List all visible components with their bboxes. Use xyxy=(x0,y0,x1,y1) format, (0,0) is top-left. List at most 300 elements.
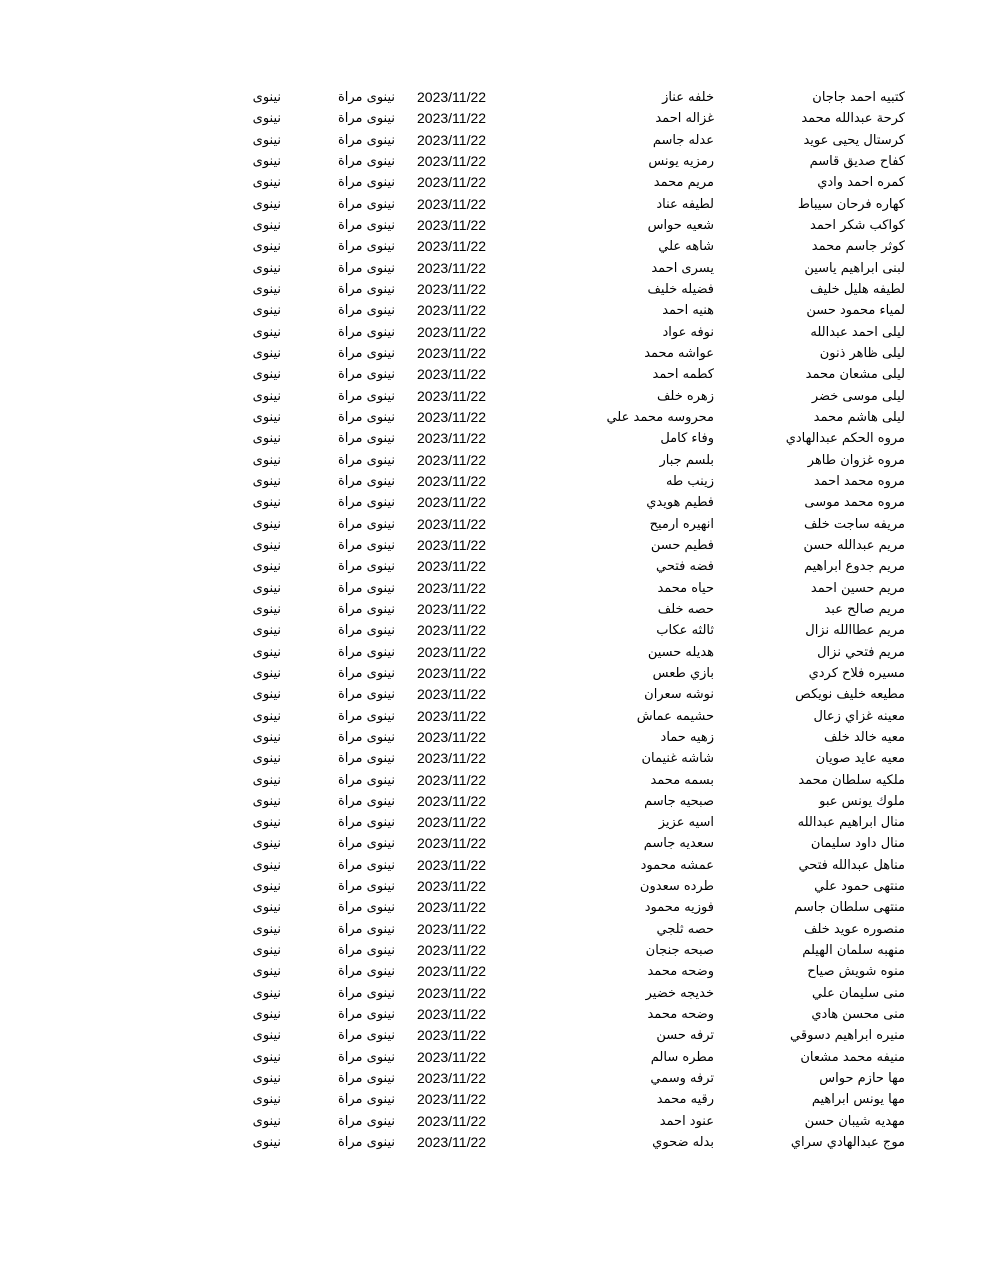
province-cell: نينوى xyxy=(252,943,281,959)
table-row xyxy=(0,620,989,641)
date-cell: 2023/11/22 xyxy=(417,579,487,596)
province-cell: نينوى xyxy=(252,665,281,681)
table-row xyxy=(0,492,989,513)
date-cell: 2023/11/22 xyxy=(417,728,487,745)
full-name-cell: مناهل عبدالله فتحي xyxy=(798,857,905,873)
mother-name-cell: محروسه محمد علي xyxy=(606,409,714,425)
province-cell: نينوى xyxy=(252,921,281,937)
place-cell: نينوى مراة xyxy=(337,729,395,745)
table-row xyxy=(0,364,989,385)
province-cell: نينوى xyxy=(252,217,281,233)
province-cell: نينوى xyxy=(252,900,281,916)
province-cell: نينوى xyxy=(252,687,281,703)
province-cell: نينوى xyxy=(252,537,281,553)
province-cell: نينوى xyxy=(252,473,281,489)
date-cell: 2023/11/22 xyxy=(417,216,487,233)
date-cell: 2023/11/22 xyxy=(417,131,487,148)
table-row xyxy=(0,194,989,215)
full-name-cell: ليلى موسى خضر xyxy=(811,388,905,404)
table-row xyxy=(0,642,989,663)
province-cell: نينوى xyxy=(252,324,281,340)
date-cell: 2023/11/22 xyxy=(417,1091,487,1108)
date-cell: 2023/11/22 xyxy=(417,622,487,639)
full-name-cell: ليلى احمد عبدالله xyxy=(810,324,905,340)
full-name-cell: موج عبدالهادي سراي xyxy=(790,1135,905,1151)
place-cell: نينوى مراة xyxy=(337,1113,395,1129)
province-cell: نينوى xyxy=(252,196,281,212)
full-name-cell: معينه غزاي زعال xyxy=(813,708,905,724)
date-cell: 2023/11/22 xyxy=(417,942,487,959)
full-name-cell: منال داود سليمان xyxy=(810,836,905,852)
place-cell: نينوى مراة xyxy=(337,964,395,980)
full-name-cell: مريم صالح عبد xyxy=(824,601,905,617)
province-cell: نينوى xyxy=(252,1049,281,1065)
province-cell: نينوى xyxy=(252,516,281,532)
date-cell: 2023/11/22 xyxy=(417,152,487,169)
full-name-cell: مريم حسين احمد xyxy=(810,580,905,596)
mother-name-cell: غزاله احمد xyxy=(655,111,714,127)
place-cell: نينوى مراة xyxy=(337,943,395,959)
place-cell: نينوى مراة xyxy=(337,601,395,617)
place-cell: نينوى مراة xyxy=(337,665,395,681)
province-cell: نينوى xyxy=(252,153,281,169)
table-row xyxy=(0,770,989,791)
date-cell: 2023/11/22 xyxy=(417,89,487,105)
mother-name-cell: وفاء كامل xyxy=(660,431,714,447)
table-row xyxy=(0,855,989,876)
mother-name-cell: حشيمه عماش xyxy=(636,708,714,724)
place-cell: نينوى مراة xyxy=(337,281,395,297)
mother-name-cell: هديله حسين xyxy=(647,644,714,660)
mother-name-cell: عواشه محمد xyxy=(644,345,714,361)
table-row xyxy=(0,791,989,812)
province-cell: نينوى xyxy=(252,260,281,276)
place-cell: نينوى مراة xyxy=(337,1007,395,1023)
full-name-cell: لبنى ابراهيم ياسين xyxy=(804,260,905,276)
table-row xyxy=(0,684,989,705)
place-cell: نينوى مراة xyxy=(337,1092,395,1108)
mother-name-cell: صبحيه جاسم xyxy=(644,793,714,809)
table-row xyxy=(0,706,989,727)
full-name-cell: ليلى مشعان محمد xyxy=(805,367,905,383)
province-cell: نينوى xyxy=(252,985,281,1001)
place-cell: نينوى مراة xyxy=(337,559,395,575)
place-cell: نينوى مراة xyxy=(337,153,395,169)
table-row xyxy=(0,1025,989,1046)
place-cell: نينوى مراة xyxy=(337,687,395,703)
table-row xyxy=(0,236,989,257)
province-cell: نينوى xyxy=(252,836,281,852)
date-cell: 2023/11/22 xyxy=(417,1048,487,1065)
place-cell: نينوى مراة xyxy=(337,175,395,191)
full-name-cell: مها يونس ابراهيم xyxy=(811,1092,905,1108)
mother-name-cell: شعيه حواس xyxy=(647,217,714,233)
full-name-cell: مريم عبدالله حسن xyxy=(803,537,905,553)
table-row xyxy=(0,1004,989,1025)
province-cell: نينوى xyxy=(252,367,281,383)
mother-name-cell: رقيه محمد xyxy=(656,1092,714,1108)
place-cell: نينوى مراة xyxy=(337,473,395,489)
date-cell: 2023/11/22 xyxy=(417,1027,487,1044)
place-cell: نينوى مراة xyxy=(337,239,395,255)
place-cell: نينوى مراة xyxy=(337,388,395,404)
place-cell: نينوى مراة xyxy=(337,196,395,212)
date-cell: 2023/11/22 xyxy=(417,686,487,703)
full-name-cell: كرحة عبدالله محمد xyxy=(801,111,905,127)
table-row xyxy=(0,663,989,684)
date-cell: 2023/11/22 xyxy=(417,814,487,831)
province-cell: نينوى xyxy=(252,708,281,724)
date-cell: 2023/11/22 xyxy=(417,920,487,937)
date-cell: 2023/11/22 xyxy=(417,408,487,425)
date-cell: 2023/11/22 xyxy=(417,878,487,895)
full-name-cell: مريم جدوع ابراهيم xyxy=(803,559,905,575)
date-cell: 2023/11/22 xyxy=(417,963,487,980)
date-cell: 2023/11/22 xyxy=(417,1134,487,1151)
mother-name-cell: شاهه علي xyxy=(658,239,714,255)
date-cell: 2023/11/22 xyxy=(417,1006,487,1023)
table-row xyxy=(0,151,989,172)
full-name-cell: كفاح صديق قاسم xyxy=(809,153,905,169)
place-cell: نينوى مراة xyxy=(337,985,395,1001)
province-cell: نينوى xyxy=(252,132,281,148)
table-row xyxy=(0,812,989,833)
province-cell: نينوى xyxy=(252,857,281,873)
full-name-cell: مها حازم حواس xyxy=(819,1071,905,1087)
province-cell: نينوى xyxy=(252,409,281,425)
date-cell: 2023/11/22 xyxy=(417,856,487,873)
place-cell: نينوى مراة xyxy=(337,516,395,532)
place-cell: نينوى مراة xyxy=(337,623,395,639)
table-row xyxy=(0,961,989,982)
table-row xyxy=(0,535,989,556)
mother-name-cell: خلفه عناز xyxy=(662,90,714,105)
date-cell: 2023/11/22 xyxy=(417,387,487,404)
full-name-cell: منيره ابراهيم دسوقي xyxy=(790,1028,905,1044)
full-name-cell: مروه محمد احمد xyxy=(813,473,905,489)
province-cell: نينوى xyxy=(252,1028,281,1044)
mother-name-cell: عنود احمد xyxy=(659,1113,714,1129)
date-cell: 2023/11/22 xyxy=(417,344,487,361)
full-name-cell: معيه خالد خلف xyxy=(824,729,905,745)
province-cell: نينوى xyxy=(252,452,281,468)
date-cell: 2023/11/22 xyxy=(417,280,487,297)
table-row xyxy=(0,919,989,940)
full-name-cell: كواكب شكر احمد xyxy=(810,217,905,233)
place-cell: نينوى مراة xyxy=(337,580,395,596)
place-cell: نينوى مراة xyxy=(337,90,395,105)
table-row xyxy=(0,556,989,577)
full-name-cell: ليلى هاشم محمد xyxy=(813,409,905,425)
mother-name-cell: فضه فتحي xyxy=(656,559,714,575)
date-cell: 2023/11/22 xyxy=(417,174,487,191)
date-cell: 2023/11/22 xyxy=(417,558,487,575)
date-cell: 2023/11/22 xyxy=(417,707,487,724)
mother-name-cell: وضحه محمد xyxy=(647,964,714,980)
full-name-cell: مطيعه خليف نويكص xyxy=(795,687,905,703)
mother-name-cell: بدله ضحوي xyxy=(652,1135,714,1151)
table-row xyxy=(0,87,989,108)
date-cell: 2023/11/22 xyxy=(417,430,487,447)
full-name-cell: منتهى حمود علي xyxy=(814,879,905,895)
province-cell: نينوى xyxy=(252,559,281,575)
date-cell: 2023/11/22 xyxy=(417,110,487,127)
mother-name-cell: زهيه حماد xyxy=(660,729,714,745)
date-cell: 2023/11/22 xyxy=(417,1112,487,1129)
province-cell: نينوى xyxy=(252,175,281,191)
date-cell: 2023/11/22 xyxy=(417,515,487,532)
province-cell: نينوى xyxy=(252,815,281,831)
full-name-cell: ملكيه سلطان محمد xyxy=(798,772,905,788)
mother-name-cell: كطمه احمد xyxy=(652,367,714,383)
table-row xyxy=(0,833,989,854)
date-cell: 2023/11/22 xyxy=(417,984,487,1001)
full-name-cell: منتهى سلطان جاسم xyxy=(794,900,905,916)
place-cell: نينوى مراة xyxy=(337,324,395,340)
place-cell: نينوى مراة xyxy=(337,793,395,809)
full-name-cell: مريم عطاالله نزال xyxy=(805,623,905,639)
place-cell: نينوى مراة xyxy=(337,836,395,852)
place-cell: نينوى مراة xyxy=(337,409,395,425)
table-row xyxy=(0,748,989,769)
mother-name-cell: حياه محمد xyxy=(657,580,714,596)
date-cell: 2023/11/22 xyxy=(417,494,487,511)
mother-name-cell: فضيله خليف xyxy=(647,281,714,297)
province-cell: نينوى xyxy=(252,1007,281,1023)
date-cell: 2023/11/22 xyxy=(417,302,487,319)
table-row xyxy=(0,599,989,620)
place-cell: نينوى مراة xyxy=(337,452,395,468)
date-cell: 2023/11/22 xyxy=(417,366,487,383)
province-cell: نينوى xyxy=(252,345,281,361)
province-cell: نينوى xyxy=(252,111,281,127)
place-cell: نينوى مراة xyxy=(337,132,395,148)
date-cell: 2023/11/22 xyxy=(417,664,487,681)
mother-name-cell: هنيه احمد xyxy=(662,303,714,319)
table-row xyxy=(0,1132,989,1153)
full-name-cell: منصوره عويد خلف xyxy=(804,921,905,937)
date-cell: 2023/11/22 xyxy=(417,835,487,852)
mother-name-cell: وضحه محمد xyxy=(647,1007,714,1023)
province-cell: نينوى xyxy=(252,772,281,788)
province-cell: نينوى xyxy=(252,239,281,255)
mother-name-cell: انهيره ارميح xyxy=(649,516,714,532)
date-cell: 2023/11/22 xyxy=(417,643,487,660)
place-cell: نينوى مراة xyxy=(337,537,395,553)
table-row xyxy=(0,727,989,748)
date-cell: 2023/11/22 xyxy=(417,195,487,212)
full-name-cell: منيفه محمد مشعان xyxy=(800,1049,905,1065)
province-cell: نينوى xyxy=(252,431,281,447)
full-name-cell: لطيفه هليل خليف xyxy=(809,281,905,297)
mother-name-cell: لطيفه عناد xyxy=(656,196,714,212)
table-row xyxy=(0,172,989,193)
date-cell: 2023/11/22 xyxy=(417,451,487,468)
province-cell: نينوى xyxy=(252,793,281,809)
full-name-cell: منى محسن هادي xyxy=(811,1007,905,1023)
mother-name-cell: صبحه جنجان xyxy=(645,943,714,959)
full-name-cell: منال ابراهيم عبدالله xyxy=(797,815,905,831)
table-row xyxy=(0,258,989,279)
full-name-cell: ملوك يونس عبو xyxy=(819,793,905,809)
date-cell: 2023/11/22 xyxy=(417,1070,487,1087)
place-cell: نينوى مراة xyxy=(337,772,395,788)
table-row xyxy=(0,876,989,897)
date-cell: 2023/11/22 xyxy=(417,259,487,276)
mother-name-cell: نوشه سعران xyxy=(644,687,714,703)
place-cell: نينوى مراة xyxy=(337,1028,395,1044)
full-name-cell: كهاره فرحان سيباط xyxy=(797,196,905,212)
place-cell: نينوى مراة xyxy=(337,644,395,660)
province-cell: نينوى xyxy=(252,388,281,404)
province-cell: نينوى xyxy=(252,303,281,319)
place-cell: نينوى مراة xyxy=(337,111,395,127)
full-name-cell: مروه محمد موسى xyxy=(804,495,905,511)
place-cell: نينوى مراة xyxy=(337,367,395,383)
table-row xyxy=(0,1047,989,1068)
place-cell: نينوى مراة xyxy=(337,857,395,873)
table-row xyxy=(0,983,989,1004)
full-name-cell: منوه شويش صياح xyxy=(807,964,905,980)
place-cell: نينوى مراة xyxy=(337,1071,395,1087)
mother-name-cell: يسرى احمد xyxy=(651,260,714,276)
place-cell: نينوى مراة xyxy=(337,751,395,767)
province-cell: نينوى xyxy=(252,281,281,297)
date-cell: 2023/11/22 xyxy=(417,472,487,489)
table-row xyxy=(0,578,989,599)
province-cell: نينوى xyxy=(252,495,281,511)
place-cell: نينوى مراة xyxy=(337,1049,395,1065)
full-name-cell: منهبه سلمان الهيلم xyxy=(802,943,905,959)
mother-name-cell: شاشه غنيمان xyxy=(641,751,714,767)
mother-name-cell: ثالثه عكاب xyxy=(656,623,714,639)
mother-name-cell: سعديه جاسم xyxy=(643,836,714,852)
date-cell: 2023/11/22 xyxy=(417,238,487,255)
mother-name-cell: مريم محمد xyxy=(653,175,714,191)
full-name-cell: مسيره فلاح كردي xyxy=(808,665,905,681)
province-cell: نينوى xyxy=(252,580,281,596)
mother-name-cell: فطيم هويدي xyxy=(646,495,714,511)
province-cell: نينوى xyxy=(252,729,281,745)
mother-name-cell: ترفه وسمي xyxy=(650,1071,714,1087)
place-cell: نينوى مراة xyxy=(337,431,395,447)
mother-name-cell: عمشه محمود xyxy=(640,857,714,873)
place-cell: نينوى مراة xyxy=(337,708,395,724)
province-cell: نينوى xyxy=(252,1071,281,1087)
place-cell: نينوى مراة xyxy=(337,879,395,895)
table-row xyxy=(0,279,989,300)
full-name-cell: لمياء محمود حسن xyxy=(806,303,905,319)
mother-name-cell: رمزيه يونس xyxy=(648,153,714,169)
full-name-cell: مروه غزوان طاهر xyxy=(807,452,905,468)
table-row xyxy=(0,343,989,364)
mother-name-cell: بسمه محمد xyxy=(650,772,714,788)
full-name-cell: كرستال يحيى عويد xyxy=(803,132,905,148)
province-cell: نينوى xyxy=(252,1092,281,1108)
mother-name-cell: حصه خلف xyxy=(657,601,714,617)
mother-name-cell: طرده سعدون xyxy=(639,879,714,895)
full-name-cell: مهديه شيبان حسن xyxy=(804,1113,905,1129)
place-cell: نينوى مراة xyxy=(337,921,395,937)
table-row xyxy=(0,300,989,321)
full-name-cell: مريفه ساجت خلف xyxy=(803,516,905,532)
names-table xyxy=(0,87,989,1153)
date-cell: 2023/11/22 xyxy=(417,899,487,916)
province-cell: نينوى xyxy=(252,623,281,639)
table-row xyxy=(0,428,989,449)
table-row xyxy=(0,940,989,961)
table-row xyxy=(0,130,989,151)
mother-name-cell: زينب طه xyxy=(665,473,714,489)
table-row xyxy=(0,897,989,918)
place-cell: نينوى مراة xyxy=(337,1135,395,1151)
place-cell: نينوى مراة xyxy=(337,345,395,361)
table-row xyxy=(0,215,989,236)
full-name-cell: مريم فتحي نزال xyxy=(817,644,905,660)
full-name-cell: كوثر جاسم محمد xyxy=(811,239,905,255)
province-cell: نينوى xyxy=(252,751,281,767)
table-row xyxy=(0,514,989,535)
province-cell: نينوى xyxy=(252,964,281,980)
mother-name-cell: مطره سالم xyxy=(650,1049,714,1065)
full-name-cell: منى سليمان علي xyxy=(811,985,905,1001)
province-cell: نينوى xyxy=(252,1135,281,1151)
mother-name-cell: حصه ثلجي xyxy=(656,921,714,937)
mother-name-cell: بازي طعس xyxy=(652,665,714,681)
date-cell: 2023/11/22 xyxy=(417,771,487,788)
mother-name-cell: بلسم جبار xyxy=(659,452,714,468)
mother-name-cell: اسيه عزيز xyxy=(658,815,714,831)
full-name-cell: معيه عايد صويان xyxy=(815,751,905,767)
province-cell: نينوى xyxy=(252,1113,281,1129)
province-cell: نينوى xyxy=(252,90,281,105)
place-cell: نينوى مراة xyxy=(337,900,395,916)
full-name-cell: مروه الحكم عبدالهادي xyxy=(785,431,905,447)
date-cell: 2023/11/22 xyxy=(417,750,487,767)
table-row xyxy=(0,386,989,407)
place-cell: نينوى مراة xyxy=(337,303,395,319)
table-row xyxy=(0,108,989,129)
mother-name-cell: فطيم حسن xyxy=(650,537,714,553)
table-row xyxy=(0,1068,989,1089)
mother-name-cell: خديجه خضير xyxy=(645,985,714,1001)
full-name-cell: كمره احمد وادي xyxy=(817,175,905,191)
mother-name-cell: ترفه حسن xyxy=(656,1028,714,1044)
date-cell: 2023/11/22 xyxy=(417,323,487,340)
date-cell: 2023/11/22 xyxy=(417,600,487,617)
table-row xyxy=(0,1089,989,1110)
date-cell: 2023/11/22 xyxy=(417,536,487,553)
mother-name-cell: فوزيه محمود xyxy=(644,900,714,916)
full-name-cell: ليلى ظاهر ذنون xyxy=(819,345,905,361)
table-row xyxy=(0,450,989,471)
place-cell: نينوى مراة xyxy=(337,815,395,831)
date-cell: 2023/11/22 xyxy=(417,792,487,809)
mother-name-cell: نوفه عواد xyxy=(662,324,714,340)
table-row xyxy=(0,407,989,428)
province-cell: نينوى xyxy=(252,644,281,660)
place-cell: نينوى مراة xyxy=(337,260,395,276)
place-cell: نينوى مراة xyxy=(337,217,395,233)
table-row xyxy=(0,322,989,343)
province-cell: نينوى xyxy=(252,601,281,617)
table-row xyxy=(0,1111,989,1132)
table-row xyxy=(0,471,989,492)
province-cell: نينوى xyxy=(252,879,281,895)
mother-name-cell: عدله جاسم xyxy=(652,132,714,148)
place-cell: نينوى مراة xyxy=(337,495,395,511)
full-name-cell: كتبيه احمد جاجان xyxy=(812,90,905,105)
